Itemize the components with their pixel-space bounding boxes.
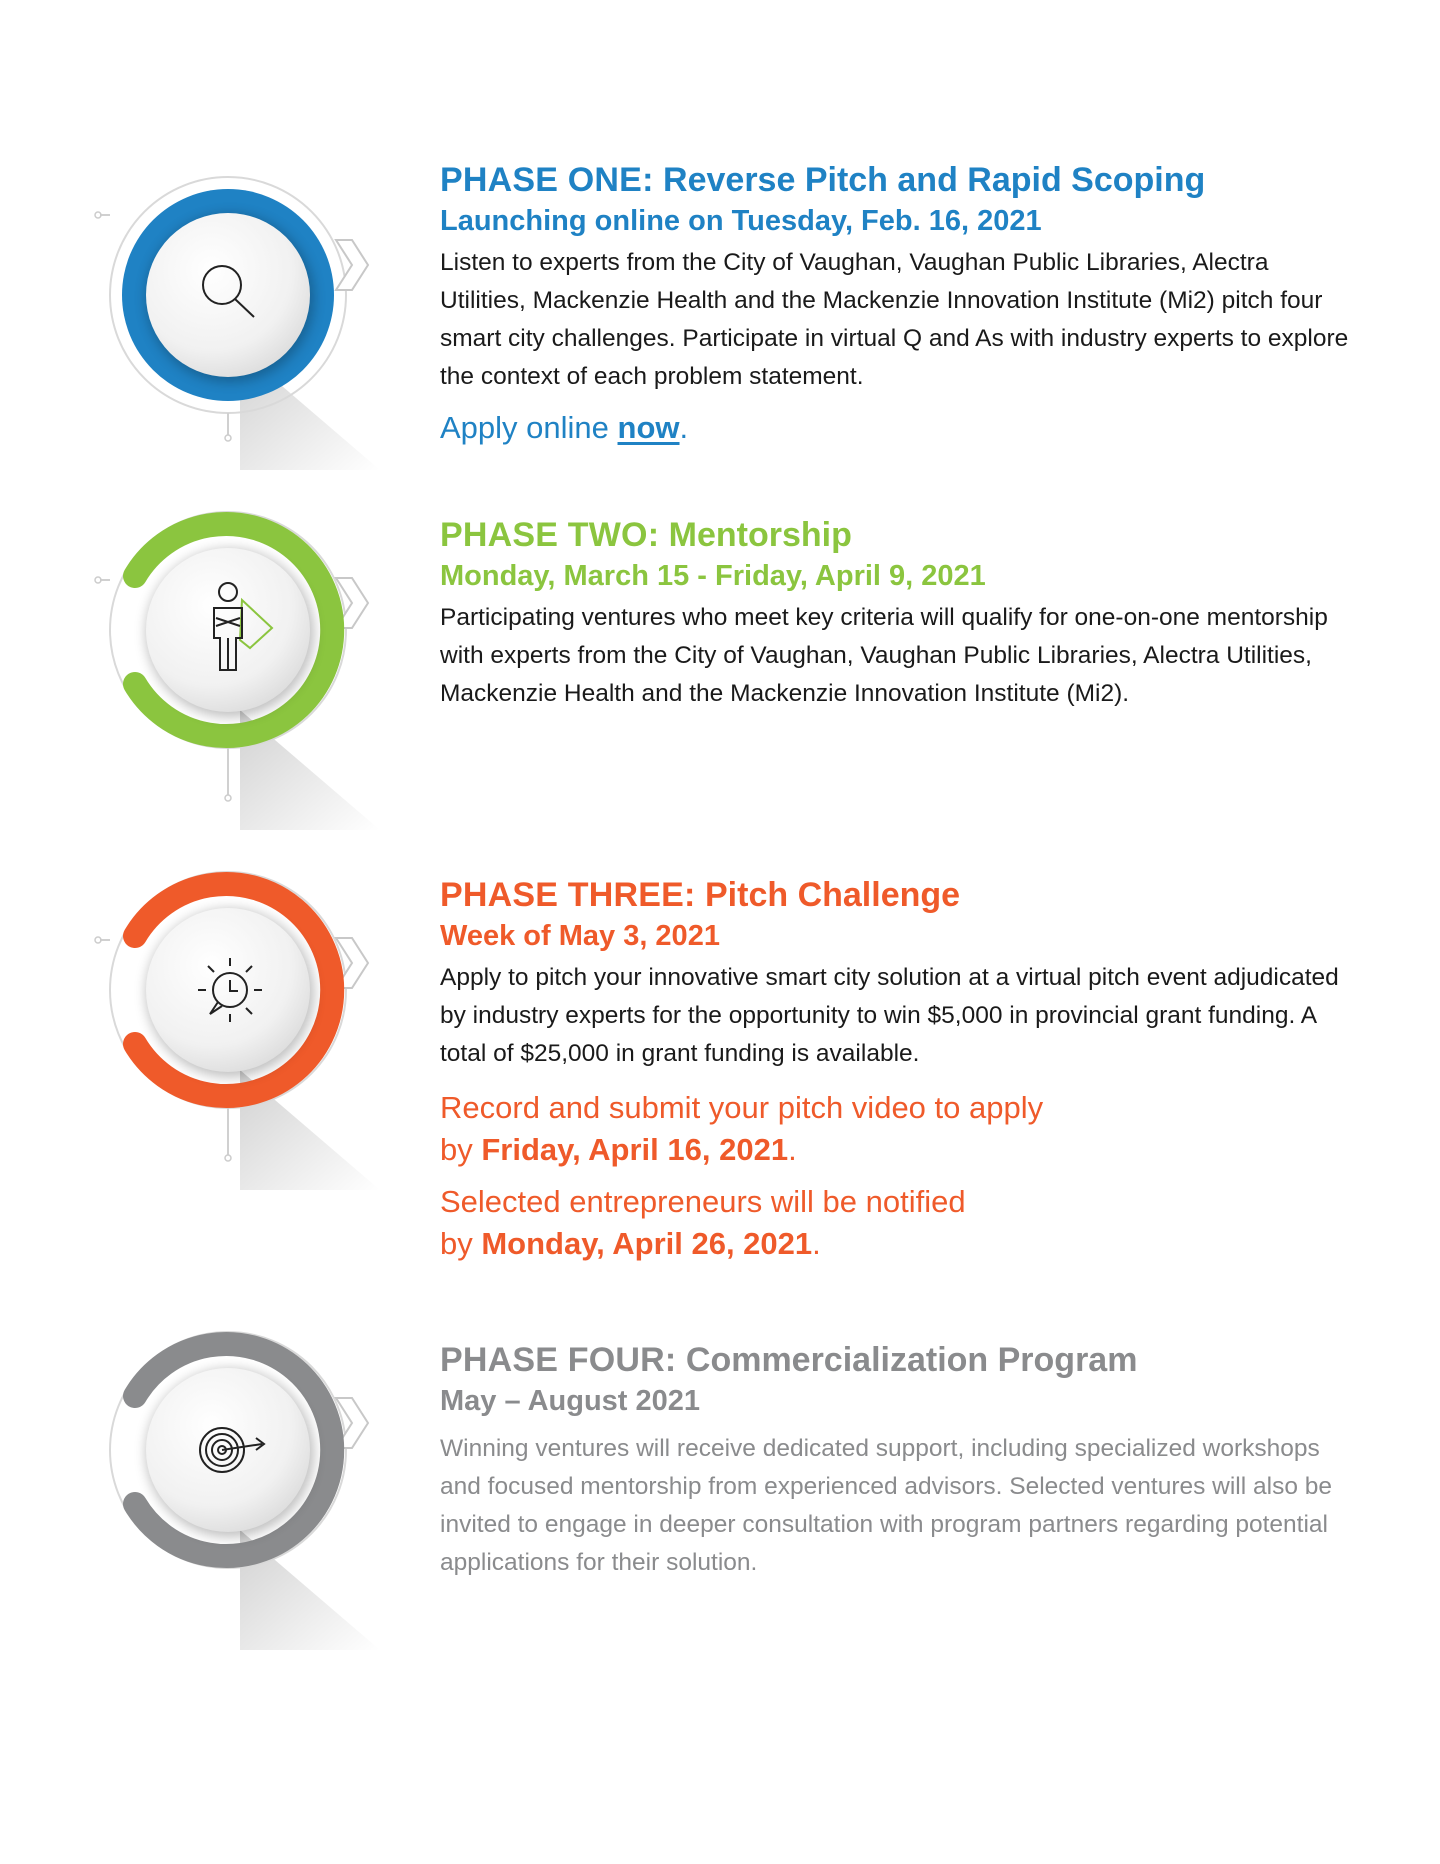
phase-description: Winning ventures will receive dedicated support, including specialized workshops and focused mentorship from experienced advisors. Selected ventures will also be invited to engage in deeper consultation with program partners regarding potential applications for their solution. <box>440 1435 1333 1576</box>
notification-deadline-date: Monday, April 26, 2021 <box>481 1226 813 1261</box>
chevron-right-icon <box>336 240 368 290</box>
phase-date: May – August 2021 <box>440 1385 701 1417</box>
phase-two-graphic <box>90 500 420 830</box>
icon-disc <box>146 213 310 377</box>
phase-title: PHASE ONE: Reverse Pitch and Rapid Scoping <box>440 161 1206 199</box>
phase-title: PHASE FOUR: Commercialization Program <box>440 1341 1138 1379</box>
phase-date: Monday, March 15 - Friday, April 9, 2021 <box>440 560 986 592</box>
phase-one-graphic <box>90 140 420 470</box>
phase-three-graphic <box>90 860 420 1190</box>
phase-date: Launching online on Tuesday, Feb. 16, 2021 <box>440 205 1042 237</box>
phase-four-graphic <box>90 1320 420 1650</box>
apply-now-link[interactable]: now <box>617 410 680 445</box>
phase-description: Participating ventures who meet key criteria will qualify for one-on-one mentorship with experts from the City of Vaughan, Vaughan Public Libraries, Alectra Utilities, Mackenzie Health and the Mackenzie Innovation Institute (Mi2). <box>440 604 1328 707</box>
phase-description: Listen to experts from the City of Vaughan, Vaughan Public Libraries, Alectra Utilities, Mackenzie Health and the Mackenzie Innovation Institute (Mi2) pitch four smart city challenges. Participate in virtual Q and As with industry experts to explore the context of each problem statement. <box>440 249 1349 390</box>
icon-disc <box>146 548 310 712</box>
submission-deadline-date: Friday, April 16, 2021 <box>481 1132 789 1167</box>
phase-title: PHASE TWO: Mentorship <box>440 516 852 554</box>
icon-disc <box>146 908 310 1072</box>
apply-online-line: Apply online now. <box>440 410 689 445</box>
submission-deadline-note: Record and submit your pitch video to apply by Friday, April 16, 2021. <box>440 1090 1044 1167</box>
phase-title: PHASE THREE: Pitch Challenge <box>440 876 961 914</box>
phase-description: Apply to pitch your innovative smart city solution at a virtual pitch event adjudicated by industry experts for the opportunity to win $5,000 in provincial grant funding. A total of $25,000 in grant funding is available. <box>440 964 1339 1067</box>
phase-date: Week of May 3, 2021 <box>440 920 720 952</box>
notification-deadline-note: Selected entrepreneurs will be notified by Monday, April 26, 2021. <box>440 1184 966 1261</box>
